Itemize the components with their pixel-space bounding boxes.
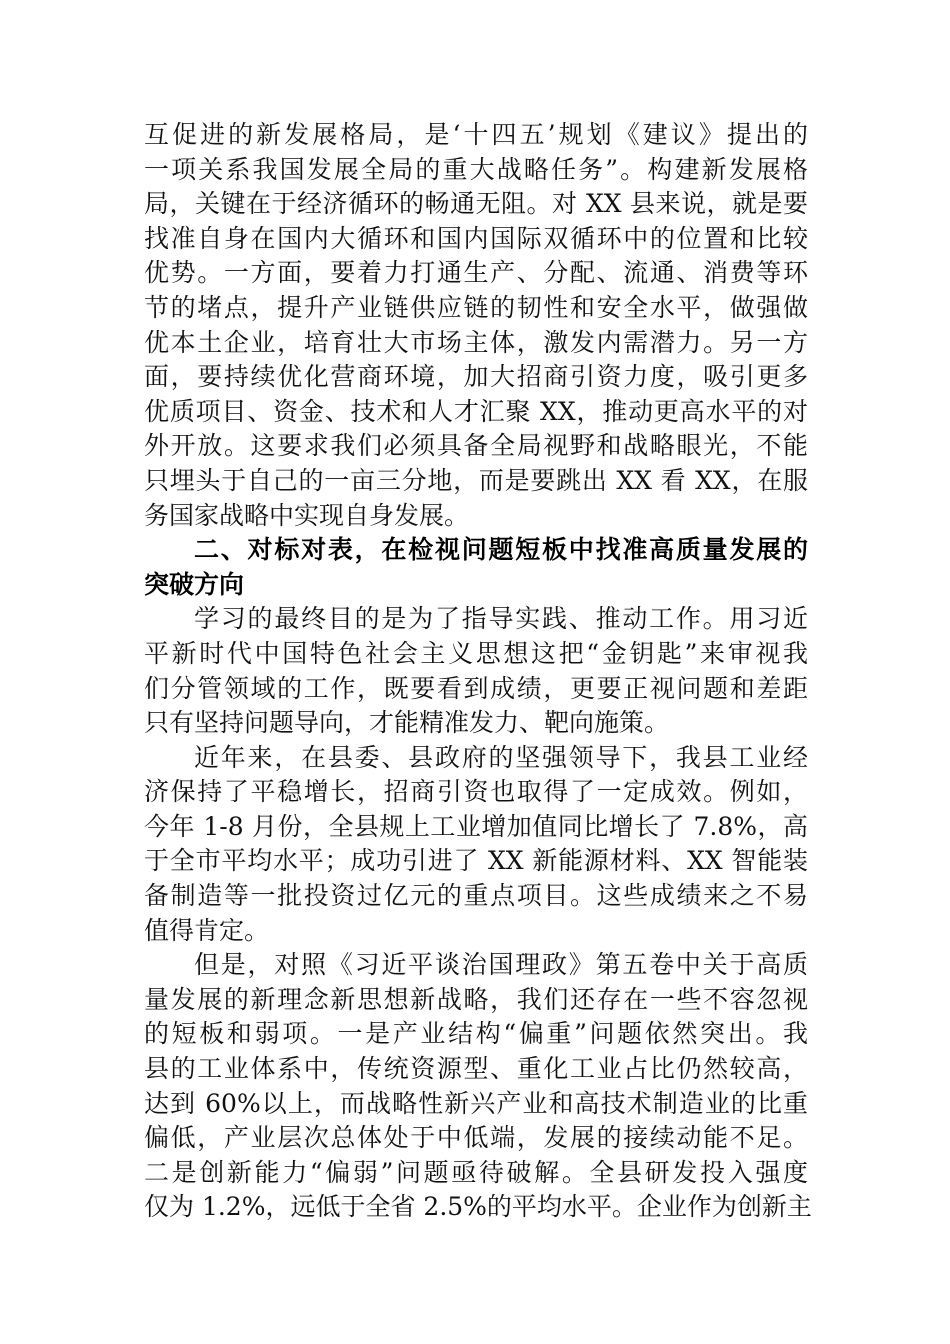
text-line: 外开放。这要求我们必须具备全局视野和战略眼光，不能 [144, 431, 808, 461]
text-line: 局，关键在于经济循环的畅通无阻。对 XX 县来说，就是要 [144, 189, 808, 219]
heading-line: 二、对标对表，在检视问题短板中找准高质量发展的 [194, 535, 808, 565]
text-line: 只有坚持问题导向，才能精准发力、靶向施策。 [144, 708, 670, 738]
text-line: 但是，对照《习近平谈治国理政》第五卷中关于高质 [194, 950, 808, 980]
text-line: 近年来，在县委、县政府的坚强领导下，我县工业经 [194, 742, 808, 772]
text-line: 值得肯定。 [144, 915, 270, 945]
text-line: 务国家战略中实现自身发展。 [144, 500, 470, 530]
text-line: 县的工业体系中，传统资源型、重化工业占比仍然较高， [144, 1054, 808, 1084]
text-line: 节的堵点，提升产业链供应链的韧性和安全水平，做强做 [144, 292, 808, 322]
text-line: 二是创新能力“偏弱”问题亟待破解。全县研发投入强度 [144, 1157, 808, 1187]
document-body [144, 118, 812, 1225]
paragraph-new-development-pattern [144, 118, 808, 533]
text-line: 平新时代中国特色社会主义思想这把“金钥匙”来审视我 [144, 638, 808, 668]
text-line: 优本土企业，培育壮大市场主体，激发内需潜力。另一方 [144, 327, 808, 357]
paragraph-study-purpose [144, 602, 808, 740]
paragraph-achievements [144, 741, 808, 949]
paragraph-shortcomings [144, 948, 812, 1225]
text-line: 面，要持续优化营商环境，加大招商引资力度，吸引更多 [144, 362, 808, 392]
text-line: 今年 1-8 月份，全县规上工业增加值同比增长了 7.8%，高 [144, 811, 808, 841]
text-line: 达到 60%以上，而战略性新兴产业和高技术制造业的比重 [144, 1088, 808, 1118]
text-line: 们分管领域的工作，既要看到成绩，更要正视问题和差距 [144, 673, 808, 703]
text-line: 优质项目、资金、技术和人才汇聚 XX，推动更高水平的对 [144, 396, 808, 426]
text-line: 只埋头于自己的一亩三分地，而是要跳出 XX 看 XX，在服 [144, 465, 808, 495]
text-line: 济保持了平稳增长，招商引资也取得了一定成效。例如， [144, 777, 808, 807]
text-line: 互促进的新发展格局，是‘十四五’规划《建议》提出的 [144, 120, 808, 149]
text-line: 学习的最终目的是为了指导实践、推动工作。用习近 [194, 604, 808, 634]
text-line: 的短板和弱项。一是产业结构“偏重”问题依然突出。我 [144, 1019, 808, 1049]
text-line: 备制造等一批投资过亿元的重点项目。这些成绩来之不易 [144, 881, 808, 911]
text-line: 偏低，产业层次总体处于中低端，发展的接续动能不足。 [144, 1123, 808, 1153]
text-line: 优势。一方面，要着力打通生产、分配、流通、消费等环 [144, 258, 808, 288]
text-line: 找准自身在国内大循环和国内国际双循环中的位置和比较 [144, 223, 808, 253]
heading-line: 突破方向 [144, 569, 245, 599]
text-line: 仅为 1.2%，远低于全省 2.5%的平均水平。企业作为创新主 [144, 1192, 812, 1222]
section-heading [144, 533, 808, 602]
text-line: 于全市平均水平；成功引进了 XX 新能源材料、XX 智能装 [144, 846, 808, 876]
text-line: 一项关系我国发展全局的重大战略任务”。构建新发展格 [144, 154, 808, 184]
text-line: 量发展的新理念新思想新战略，我们还存在一些不容忽视 [144, 984, 808, 1014]
